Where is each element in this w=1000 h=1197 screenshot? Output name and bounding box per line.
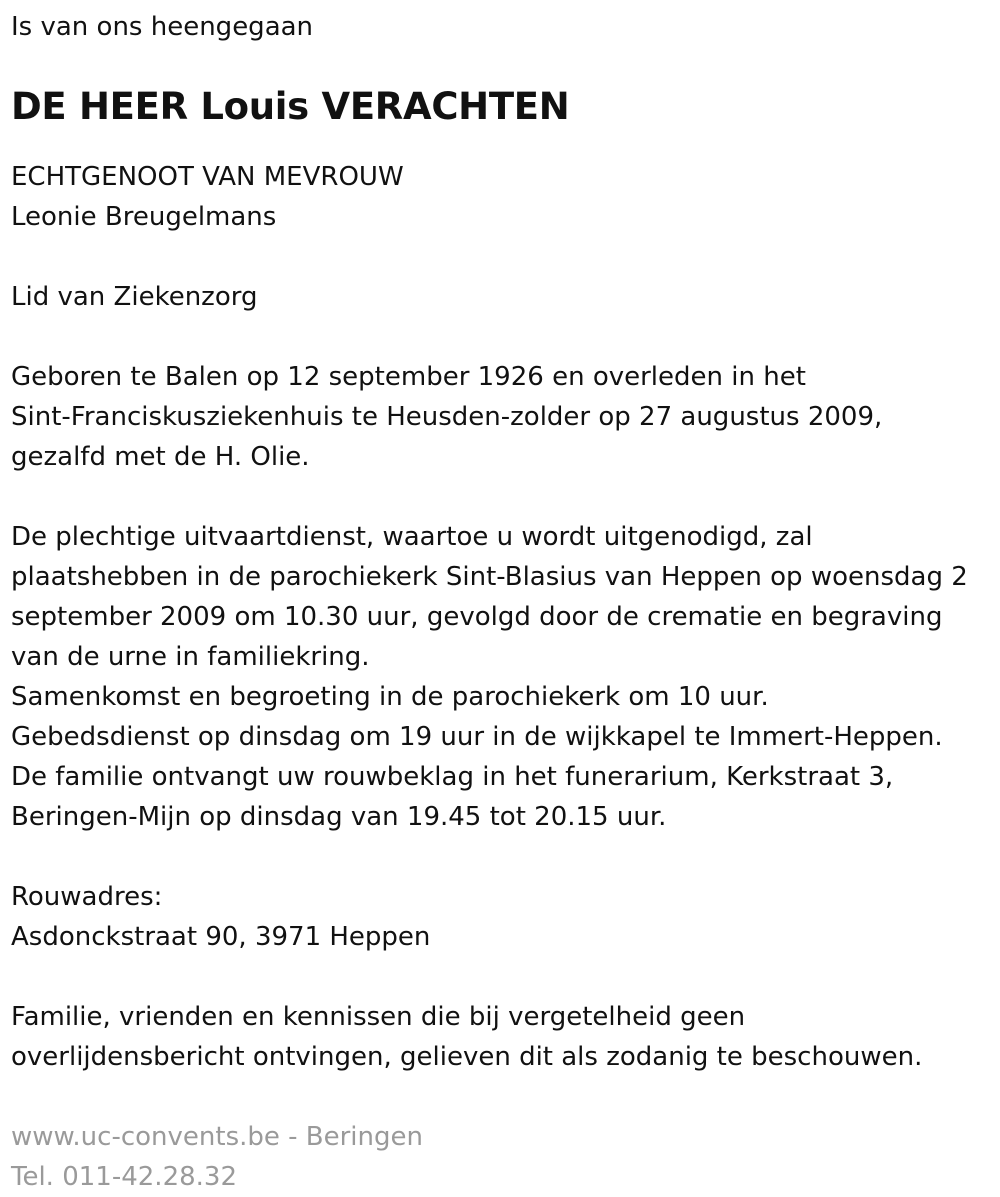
ceremony-paragraph	[11, 517, 1000, 837]
address-value: Asdonckstraat 90, 3971 Heppen	[11, 921, 431, 952]
spacer	[11, 477, 1000, 517]
paragraph-line: Beringen-Mijn op dinsdag van 19.45 tot 20.15 uur.	[11, 801, 667, 832]
spouse-name: Leonie Breugelmans	[11, 201, 277, 232]
spacer	[11, 837, 1000, 877]
paragraph-line: overlijdensbericht ontvingen, gelieven dit als zodanig te beschouwen.	[11, 1041, 923, 1072]
paragraph-line: Samenkomst en begroeting in de parochiekerk om 10 uur.	[11, 681, 769, 712]
footer	[11, 1117, 1000, 1197]
mourning-address	[11, 877, 1000, 957]
spouse-title: ECHTGENOOT VAN MEVROUW	[11, 161, 404, 192]
deceased-name: DE HEER Louis VERACHTEN	[11, 85, 570, 128]
paragraph-line: De familie ontvangt uw rouwbeklag in het funerarium, Kerkstraat 3,	[11, 761, 894, 792]
membership-text: Lid van Ziekenzorg	[11, 281, 258, 312]
paragraph-line: van de urne in familiekring.	[11, 641, 370, 672]
paragraph-line: Gebedsdienst op dinsdag om 19 uur in de wijkkapel te Immert-Heppen.	[11, 721, 943, 752]
spacer	[11, 957, 1000, 997]
notice-paragraph	[11, 997, 1000, 1077]
birth-death-paragraph	[11, 357, 1000, 477]
spacer	[11, 317, 1000, 357]
paragraph-line: Familie, vrienden en kennissen die bij vergetelheid geen	[11, 1001, 746, 1032]
paragraph-line: Sint-Franciskusziekenhuis te Heusden-zolder op 27 augustus 2009,	[11, 401, 883, 432]
paragraph-line: Geboren te Balen op 12 september 1926 en overleden in het	[11, 361, 806, 392]
spacer	[11, 1077, 1000, 1117]
address-label: Rouwadres:	[11, 881, 163, 912]
paragraph-line: gezalfd met de H. Olie.	[11, 441, 310, 472]
spacer	[11, 237, 1000, 277]
footer-website: www.uc-convents.be - Beringen	[11, 1121, 423, 1152]
paragraph-line: september 2009 om 10.30 uur, gevolgd door de crematie en begraving	[11, 601, 943, 632]
spouse-block	[11, 157, 1000, 237]
footer-phone: Tel. 011-42.28.32	[11, 1161, 238, 1192]
intro-text: Is van ons heengegaan	[11, 12, 314, 42]
paragraph-line: plaatshebben in de parochiekerk Sint-Blasius van Heppen op woensdag 2	[11, 561, 968, 592]
paragraph-line: De plechtige uitvaartdienst, waartoe u wordt uitgenodigd, zal	[11, 521, 813, 552]
